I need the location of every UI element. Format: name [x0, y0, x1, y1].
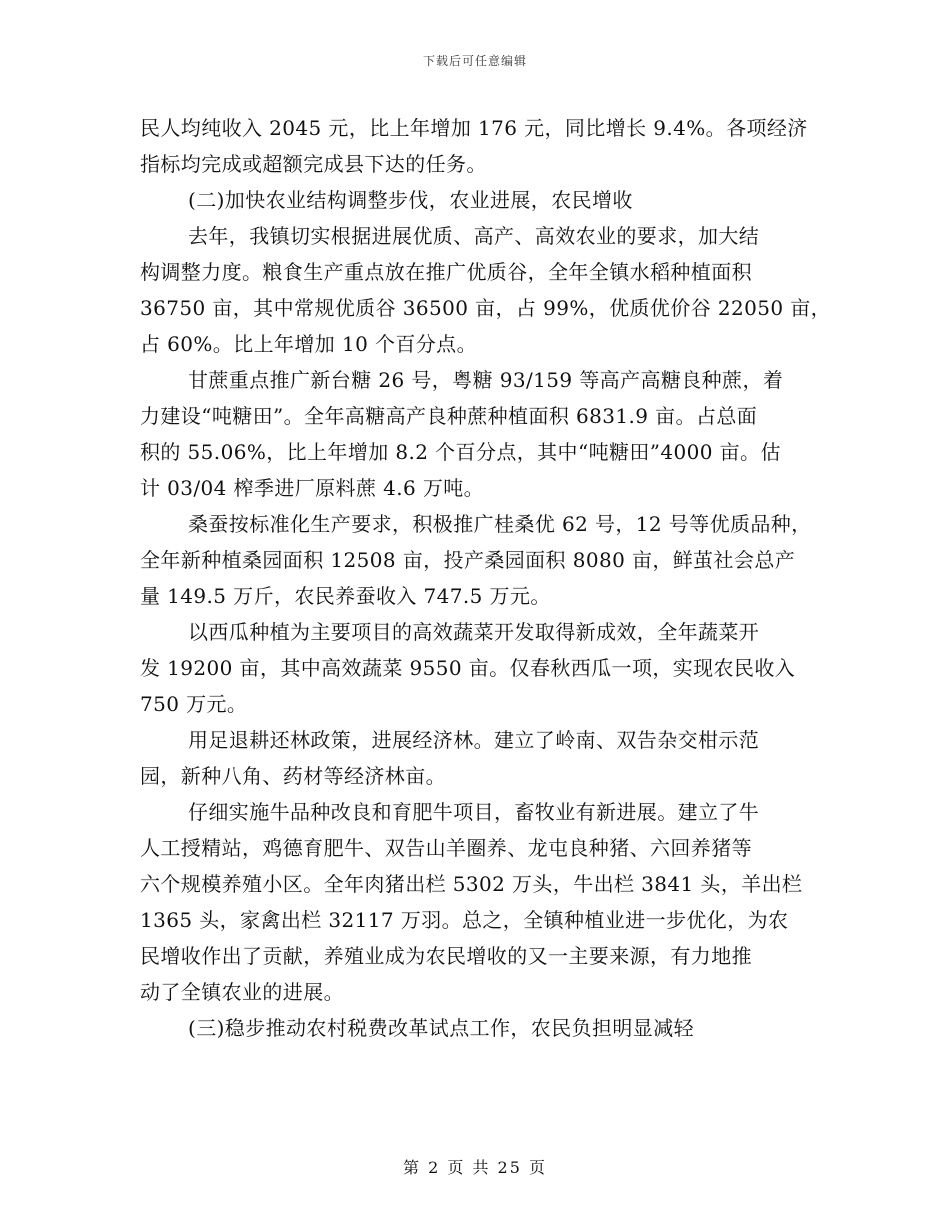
text-line: 人工授精站，鸡德育肥牛、双告山羊圈养、龙屯良种猪、六回养猪等 — [140, 836, 752, 860]
text-line: 36750 亩，其中常规优质谷 36500 亩，占 99%，优质优价谷 22050 亩， — [140, 296, 832, 320]
text-line: 计 03/04 榨季进厂原料蔗 4.6 万吨。 — [140, 476, 485, 500]
text-line: 民增收作出了贡献，养殖业成为农民增收的又一主要来源，有力地推 — [140, 944, 752, 968]
text-line: 民人均纯收入 2045 元，比上年增加 176 元，同比增长 9.4%。各项经济 — [140, 116, 808, 140]
section-heading: (三)稳步推动农村税费改革试点工作，农民负担明显减轻 — [188, 1016, 695, 1040]
text-line: 全年新种植桑园面积 12508 亩，投产桑园面积 8080 亩，鲜茧社会总产 — [140, 548, 796, 572]
section-heading: (二)加快农业结构调整步伐，农业进展，农民增收 — [188, 188, 633, 212]
text-line: 积的 55.06%，比上年增加 8.2 个百分点，其中“吨糖田”4000 亩。估 — [140, 440, 781, 464]
document-body — [140, 110, 832, 1046]
text-line: 1365 头，家禽出栏 32117 万羽。总之，全镇种植业进一步优化，为农 — [140, 908, 789, 932]
text-line: 动了全镇农业的进展。 — [140, 980, 344, 1004]
text-line: 力建设“吨糖田”。全年高糖高产良种蔗种植面积 6831.9 亩。占总面 — [140, 404, 758, 428]
text-line: 指标均完成或超额完成县下达的任务。 — [140, 152, 487, 176]
text-line: 用足退耕还林政策，进展经济林。建立了岭南、双告杂交柑示范 — [188, 728, 760, 752]
text-line: 占 60%。比上年增加 10 个百分点。 — [140, 332, 477, 356]
text-line: 去年，我镇切实根据进展优质、高产、高效农业的要求，加大结 — [188, 224, 760, 248]
text-line: 六个规模养殖小区。全年肉猪出栏 5302 万头，牛出栏 3841 头，羊出栏 — [140, 872, 803, 896]
text-line: 园，新种八角、药材等经济林亩。 — [140, 764, 446, 788]
text-line: 甘蔗重点推广新台糖 26 号，粤糖 93/159 等高产高糖良种蔗，着 — [188, 368, 784, 392]
text-line: 750 万元。 — [140, 692, 248, 716]
page-footer: 第 2 页 共 25 页 — [403, 1158, 547, 1177]
text-line: 桑蚕按标准化生产要求，积极推广桂桑优 62 号，12 号等优质品种， — [188, 512, 812, 536]
text-line: 以西瓜种植为主要项目的高效蔬菜开发取得新成效，全年蔬菜开 — [188, 620, 760, 644]
page-header: 下载后可任意编辑 — [422, 54, 527, 68]
text-line: 量 149.5 万斤，农民养蚕收入 747.5 万元。 — [140, 584, 551, 608]
text-line: 构调整力度。粮食生产重点放在推广优质谷，全年全镇水稻种植面积 — [140, 260, 752, 284]
text-line: 仔细实施牛品种改良和育肥牛项目，畜牧业有新进展。建立了牛 — [188, 800, 760, 824]
text-line: 发 19200 亩，其中高效蔬菜 9550 亩。仅春秋西瓜一项，实现农民收入 — [140, 656, 796, 680]
